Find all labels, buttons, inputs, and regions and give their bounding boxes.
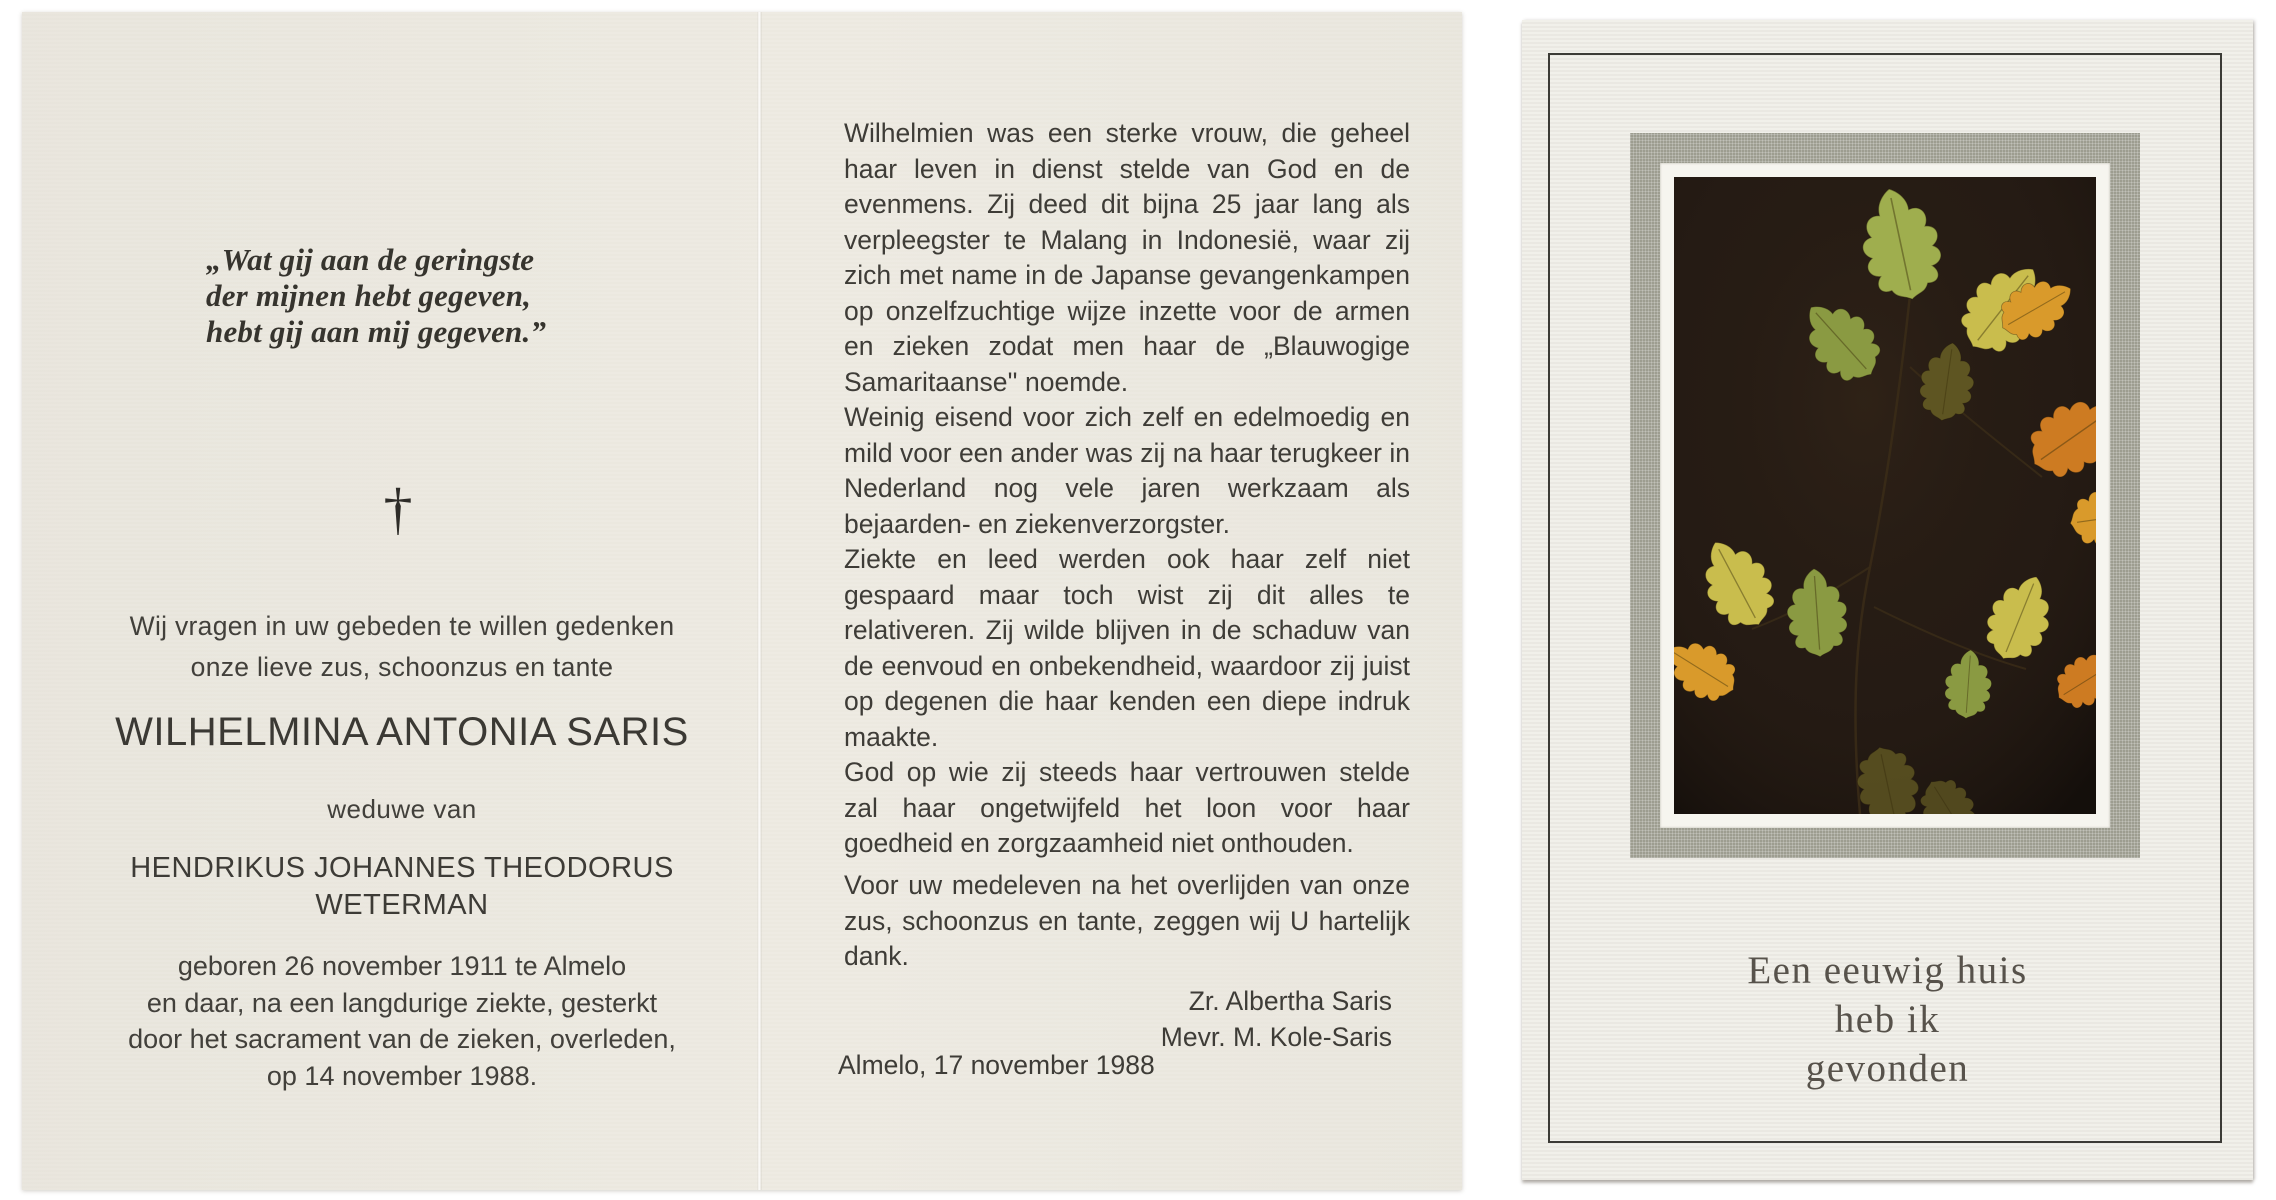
signature-item: Zr. Albertha Saris bbox=[1188, 986, 1392, 1016]
eulogy-paragraph: God op wie zij steeds haar vertrouwen stelde zal haar ongetwijfeld het loon voor haar goedheid en zorgzaamheid niet onthouden. bbox=[844, 757, 1410, 858]
thanks-paragraph: Voor uw medeleven na het overlijden van onze zus, schoonzus en tante, zeggen wij U hartelijk dank. bbox=[844, 870, 1410, 971]
cover-caption bbox=[1562, 946, 2213, 1093]
intro-line: onze lieve zus, schoonzus en tante bbox=[190, 652, 614, 682]
husband-name-line: HENDRIKUS JOHANNES THEODORUS bbox=[130, 852, 674, 884]
life-dates bbox=[82, 948, 722, 1094]
eulogy-paragraph: Wilhelmien was een sterke vrouw, die geheel haar leven in dienst stelde van God en de evenmens. Zij deed dit bijna 25 jaar lang als verpleegster te Malang in Indonesië, waar zij zich met name in de Japanse gevangenkampen op onzelfzuchtige wijze inzette voor de armen en zieken zodat men haar de „Blauwogige Samaritaanse'' noemde. bbox=[844, 118, 1410, 397]
signature-list bbox=[844, 984, 1410, 1055]
photo-mat-gray bbox=[1630, 133, 2140, 858]
caption-line: Een eeuwig huis bbox=[1747, 949, 2028, 992]
memorial-quote bbox=[206, 242, 636, 350]
life-dates-line: geboren 26 november 1911 te Almelo bbox=[177, 951, 627, 981]
oak-leaves-photo bbox=[1674, 177, 2096, 814]
husband-name-line: WETERMAN bbox=[315, 889, 489, 921]
intro-text bbox=[82, 606, 722, 688]
photo-mat-white bbox=[1660, 163, 2110, 828]
husband-name bbox=[82, 850, 722, 924]
intro-line: Wij vragen in uw gebeden te willen gedenken bbox=[129, 611, 675, 641]
life-dates-line: op 14 november 1988. bbox=[266, 1060, 538, 1091]
quote-line: „Wat gij aan de geringste bbox=[206, 242, 535, 277]
quote-line: der mijnen hebt gegeven, bbox=[206, 278, 532, 313]
deceased-name: WILHELMINA ANTONIA SARIS bbox=[115, 710, 689, 754]
life-dates-line: door het sacrament van de zieken, overleden, bbox=[128, 1024, 676, 1054]
eulogy-text bbox=[844, 116, 1410, 862]
inside-spread bbox=[22, 12, 1462, 1190]
eulogy-paragraph: Weinig eisend voor zich zelf en edelmoedig en mild voor een ander was zij na haar terugkeer in Nederland nog vele jaren werkzaam als bejaarden- en ziekenverzorgster. bbox=[844, 402, 1410, 539]
signature-item: Mevr. M. Kole-Saris bbox=[1160, 1021, 1392, 1052]
cross-icon: † bbox=[383, 476, 413, 541]
cover-card bbox=[1522, 20, 2253, 1180]
caption-line: gevonden bbox=[1805, 1047, 1970, 1090]
quote-line: hebt gij aan mij gegeven.” bbox=[206, 314, 547, 349]
eulogy-paragraph: Ziekte en leed werden ook haar zelf niet gespaard maar toch wist zij dit alles te relativeren. Zij wilde blijven in de schaduw van de eenvoud en onbekendheid, waardoor zij juist op degenen die haar kenden een diepe indruk maakte. bbox=[844, 544, 1410, 752]
caption-line: heb ik bbox=[1834, 998, 1941, 1041]
widow-of-label: weduwe van bbox=[327, 794, 477, 824]
eulogy-column bbox=[838, 116, 1410, 1166]
life-dates-line: en daar, na een langdurige ziekte, gesterkt bbox=[146, 987, 658, 1018]
dateline: Almelo, 17 november 1988 bbox=[838, 1050, 1155, 1080]
fold-crease bbox=[757, 12, 762, 1190]
